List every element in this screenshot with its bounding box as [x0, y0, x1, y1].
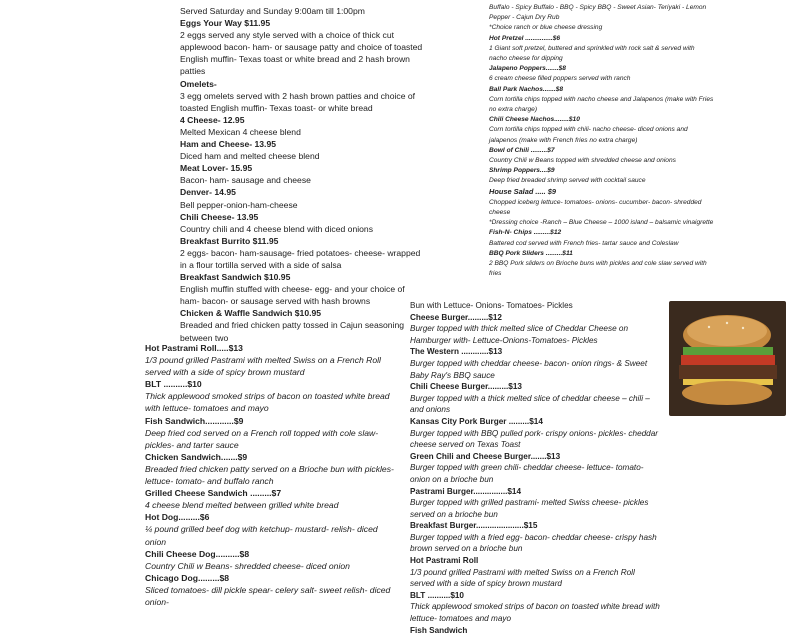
hot-pastrami-desc: 1/3 pound grilled Pastrami with melted Swiss on a French Roll served with a side of spicy brown mustard — [145, 355, 381, 378]
hot-pastrami-roll-desc: 1/3 pound grilled Pastrami with melted Swiss on a French Roll served with a side of spicy brown mustard — [410, 567, 635, 589]
dressing-choice-note: *Choice ranch or blue cheese dressing — [489, 24, 603, 32]
shrimp-desc: Deep fried breaded shrimp served with cocktail sauce — [489, 177, 646, 185]
omelets-title: Omelets- — [180, 78, 217, 89]
kansas-desc: Burger topped with BBQ pulled pork- crispy onions- pickles- cheddar cheese served on Texas Toast — [410, 428, 659, 450]
shrimp-title: Shrimp Poppers....$9 — [489, 167, 555, 175]
blt-title: BLT ..........$10 — [145, 379, 202, 390]
chili-dog-title: Chili Cheese Dog..........$8 — [145, 548, 250, 559]
chili-dog-desc: Country Chili w Beans- shredded cheese- diced onion — [145, 560, 350, 571]
grilled-cheese-title: Grilled Cheese Sandwich .........$7 — [145, 488, 282, 499]
breakfast-sandwich-desc: English muffin stuffed with cheese- egg- and your choice of ham- bacon- or sausage served with hash browns — [180, 284, 405, 307]
chili-burger-desc: Burger topped with a thick melted slice of cheddar cheese – chili – and onions — [410, 393, 650, 415]
jalapeno-title: Jalapeno Poppers.......$8 — [489, 65, 566, 73]
denver-title: Denver- 14.95 — [180, 187, 236, 198]
grilled-cheese-desc: 4 cheese blend melted between grilled white bread — [145, 500, 339, 511]
jalapeno-desc: 6 cream cheese filled poppers served with ranch — [489, 75, 631, 83]
burgers-section — [410, 300, 660, 636]
ballpark-desc: Corn tortilla chips topped with nacho cheese and Jalapenos (make with Fries no extra charge) — [489, 95, 714, 114]
pork-sliders-desc: 2 BBQ Pork sliders on Brioche buns with pickles and cole slaw served with fries — [489, 260, 707, 278]
cheese-burger-desc: Burger topped with thick melted slice of Cheddar Cheese on Hamburger with- Lettuce-Onions-Tomatoes- Pickles — [410, 324, 629, 345]
ham-cheese-desc: Diced ham and melted cheese blend — [180, 151, 320, 162]
fish-sandwich-title: Fish Sandwich............$9 — [145, 415, 244, 426]
chicago-dog-desc: Sliced tomatoes- dill pickle spear- celery salt- sweet relish- diced onion- — [145, 584, 391, 607]
house-salad-desc: Chopped iceberg lettuce- tomatoes- onions- cucumber- bacon- shredded cheese — [489, 198, 702, 217]
fish-sandwich2-title: Fish Sandwich — [410, 625, 468, 635]
chicken-sandwich-title: Chicken Sandwich.......$9 — [145, 451, 248, 462]
pastrami-burger-title: Pastrami Burger...............$14 — [410, 486, 522, 496]
chicago-dog-title: Chicago Dog.........$8 — [145, 572, 230, 583]
chili-cheese-omelet-desc: Country chili and 4 cheese blend with diced onions — [180, 223, 374, 234]
house-salad-title: House Salad ..... $9 — [489, 186, 556, 196]
eggs-desc: 2 eggs served any style served with a choice of thick cut applewood bacon- ham- or sausage patty and choice of toasted English muffin- Texas toast or white bread and 2 hash brown patties — [180, 30, 423, 77]
ham-cheese-title: Ham and Cheese- 13.95 — [180, 139, 277, 150]
fish-sandwich-desc: Deep fried cod served on a French roll topped with cole slaw- pickles- and tarter sauce — [145, 427, 379, 450]
chicken-waffle-desc: Breaded and fried chicken patty tossed in Cajun seasoning between two — [180, 320, 405, 343]
blt2-title: BLT ..........$10 — [410, 590, 464, 600]
breakfast-section — [180, 5, 425, 344]
eggs-title: Eggs Your Way $11.95 — [180, 18, 271, 29]
meat-lover-title: Meat Lover- 15.95 — [180, 163, 253, 174]
breakfast-burger-title: Breakfast Burger.....................$15 — [410, 521, 538, 531]
omelets-desc: 3 egg omelets served with 2 hash brown patties and choice of toasted English muffin- Texas toast- or white bread — [180, 90, 416, 113]
hot-pastrami-title: Hot Pastrami Roll.....$13 — [145, 343, 243, 353]
bowl-chili-title: Bowl of Chili .........$7 — [489, 146, 555, 154]
hotdog-desc: ¼ pound grilled beef dog with ketchup- mustard- relish- diced onion — [145, 524, 378, 547]
chili-burger-title: Chili Cheese Burger.........$13 — [410, 382, 522, 392]
pastrami-burger-desc: Burger topped with grilled pastrami- melted Swiss cheese- pickles served on a brioche bun — [410, 498, 649, 519]
burger-photo — [669, 301, 786, 416]
cheese-omelet-desc: Melted Mexican 4 cheese blend — [180, 126, 301, 137]
fish-chips-title: Fish-N- Chips .........$12 — [489, 229, 562, 237]
kansas-title: Kansas City Pork Burger .........$14 — [410, 416, 543, 426]
denver-desc: Bell pepper-onion-ham-cheese — [180, 199, 298, 210]
chicken-sandwich-desc: Breaded fried chicken patty served on a Brioche bun with pickles- lettuce- tomato- and buffalo ranch — [145, 463, 394, 487]
fish-chips-desc: Battered cod served with French fries- tartar sauce and Coleslaw — [489, 239, 679, 247]
western-desc: Burger topped with cheddar cheese- bacon- onion rings- & Sweet Baby Ray's BBQ sauce — [410, 358, 648, 380]
chili-cheese-omelet-title: Chili Cheese- 13.95 — [180, 211, 259, 222]
breakfast-intro: Served Saturday and Sunday 9:00am till 1:00pm — [180, 6, 365, 16]
bun-note: Bun with Lettuce- Onions- Tomatoes- Pickles — [410, 301, 573, 310]
chili-nachos-title: Chili Cheese Nachos........$10 — [489, 116, 580, 124]
salad-dressing-note: *Dressing choice -Ranch – Blue Cheese – 1000 island – balsamic vinaigrette — [489, 219, 714, 227]
sandwiches-section — [145, 342, 400, 608]
meat-lover-desc: Bacon- ham- sausage and cheese — [180, 175, 311, 186]
blt2-desc: Thick applewood smoked strips of bacon on toasted white bread with lettuce- tomatoes and mayo — [410, 602, 660, 624]
bowl-chili-desc: Country Chili w Beans topped with shredded cheese and onions — [489, 157, 676, 165]
breakfast-burger-desc: Burger topped with a fried egg- bacon- cheddar cheese- crispy hash brown served on a brioche bun — [410, 532, 657, 554]
hot-pretzel-title: Hot Pretzel ...............$6 — [489, 34, 561, 42]
cheese-burger-title: Cheese Burger.........$12 — [410, 312, 502, 322]
blt-desc: Thick applewood smoked strips of bacon on toasted white bread with lettuce- tomatoes and mayo — [145, 391, 390, 414]
breakfast-sandwich-title: Breakfast Sandwich $10.95 — [180, 272, 291, 283]
green-chili-title: Green Chili and Cheese Burger.......$13 — [410, 451, 561, 461]
appetizers-section — [489, 3, 714, 279]
chili-nachos-desc: Corn tortilla chips topped with chili- nacho cheese- diced onions and jalapenos (make with French fries no extra charge) — [489, 126, 688, 144]
western-title: The Western ............$13 — [410, 347, 503, 357]
hot-pastrami-roll-title: Hot Pastrami Roll — [410, 556, 479, 566]
chicken-waffle-title: Chicken & Waffle Sandwich $10.95 — [180, 308, 322, 319]
green-chili-desc: Burger topped with green chili- cheddar cheese- lettuce- tomato- onion on a brioche bun — [410, 463, 644, 484]
burrito-title: Breakfast Burrito $11.95 — [180, 235, 279, 246]
wing-sauces: Buffalo - Spicy Buffalo - BBQ - Spicy BBQ - Sweet Asian- Teriyaki - Lemon Pepper - Cajun Dry Rub — [489, 4, 707, 22]
burrito-desc: 2 eggs- bacon- ham-sausage- fried potatoes- cheese- wrapped in a flour tortilla served with a side of salsa — [180, 247, 421, 270]
hot-pretzel-desc: 1 Giant soft pretzel, buttered and sprinkled with rock salt & served with nacho cheese for dipping — [489, 44, 695, 63]
hotdog-title: Hot Dog.........$6 — [145, 512, 210, 523]
cheese-omelet-title: 4 Cheese- 12.95 — [180, 114, 245, 125]
ballpark-title: Ball Park Nachos.......$8 — [489, 85, 564, 93]
pork-sliders-title: BBQ Pork Sliders .........$11 — [489, 249, 573, 257]
